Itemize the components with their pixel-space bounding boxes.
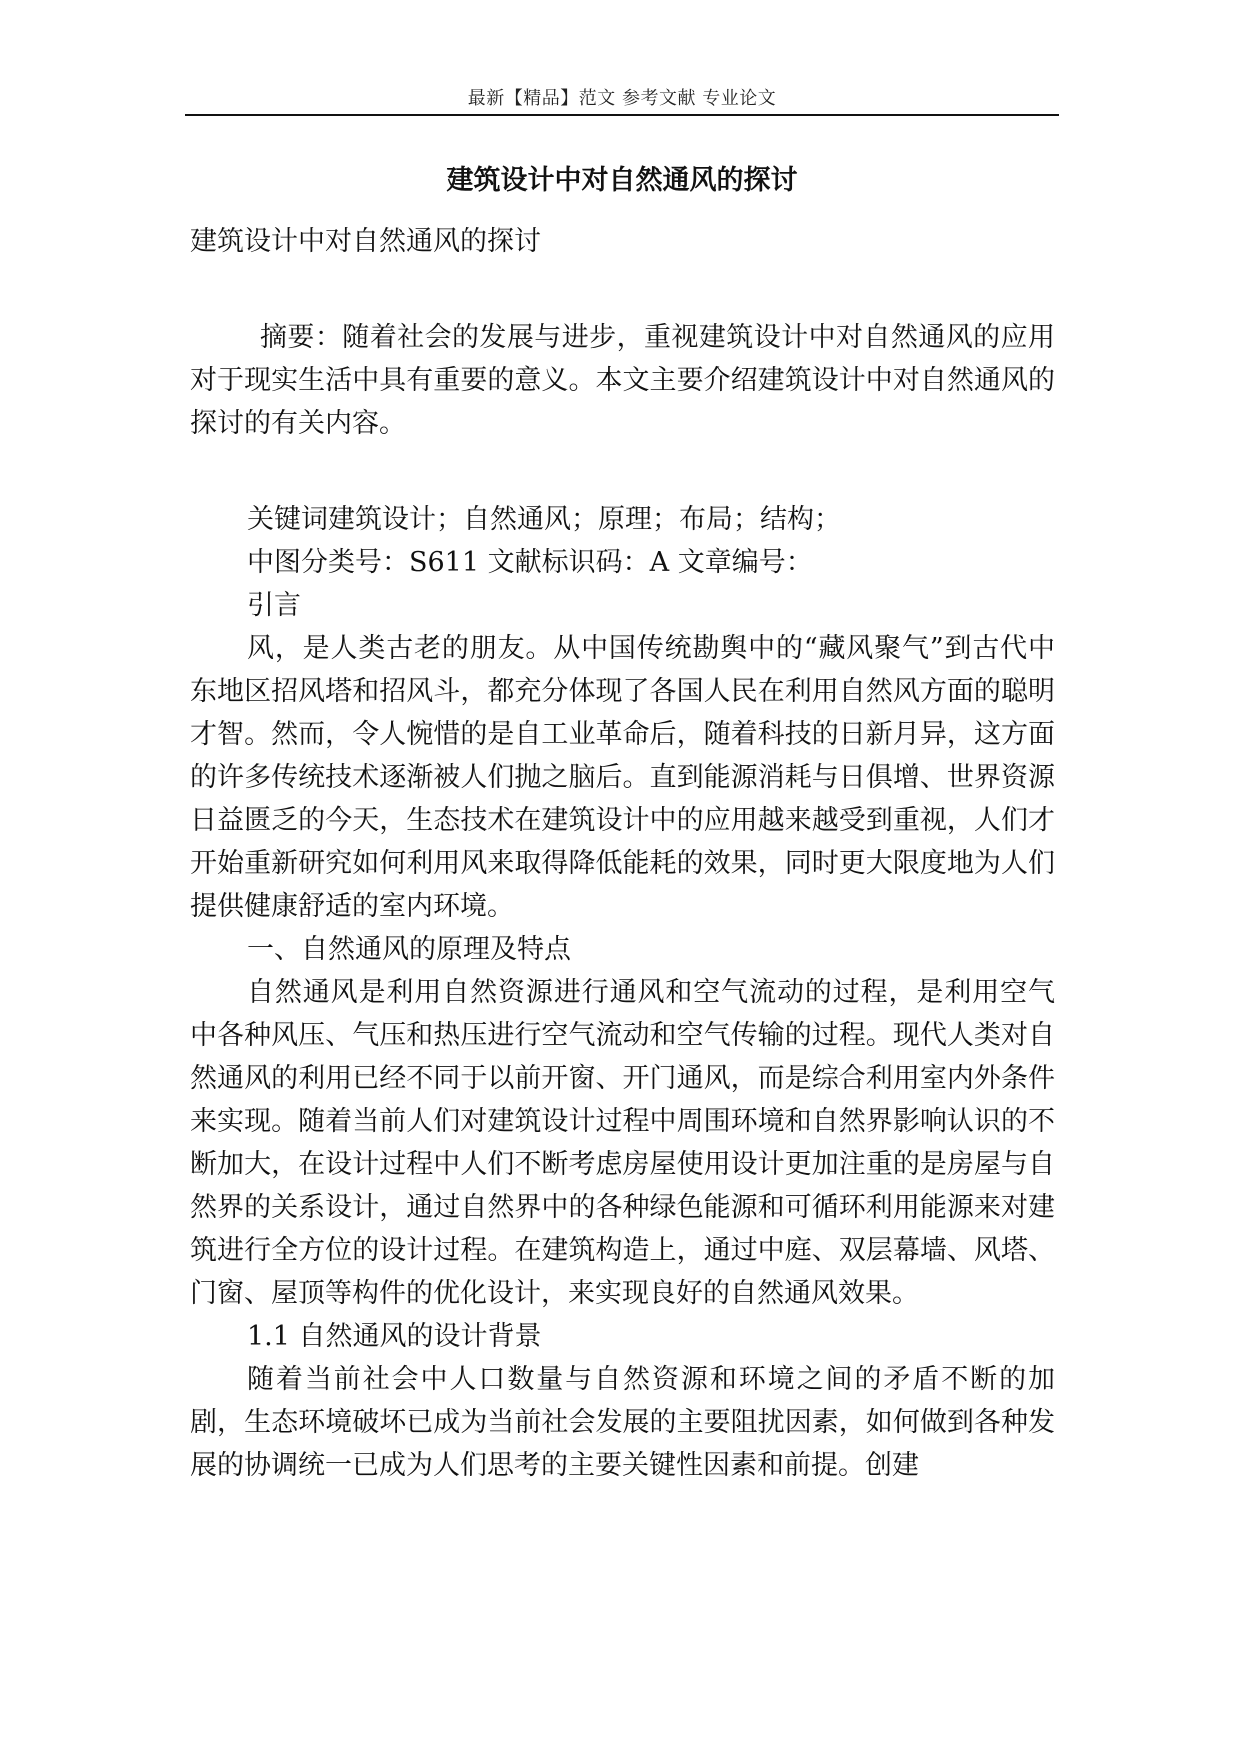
section-1-paragraph: 自然通风是利用自然资源进行通风和空气流动的过程，是利用空气中各种风压、气压和热压进行空气流动和空气传输的过程。现代人类对自然通风的利用已经不同于以前开窗、开门通风，而是综合利用室内外条件来实现。随着当前人们对建筑设计过程中周围环境和自然界影响认识的不断加大，在设计过程中人们不断考虑房屋使用设计更加注重的是房屋与自然界的关系设计，通过自然界中的各种绿色能源和可循环利用能源来对建筑进行全方位的设计过程。在建筑构造上，通过中庭、双层幕墙、风塔、门窗、屋顶等构件的优化设计，来实现良好的自然通风效果。 bbox=[190, 977, 1055, 1309]
section-1-1-paragraph: 随着当前社会中人口数量与自然资源和环境之间的矛盾不断的加剧，生态环境破坏已成为当前社会发展的主要阻扰因素，如何做到各种发展的协调统一已成为人们思考的主要关键性因素和前提。创建 bbox=[190, 1364, 1055, 1481]
classification-line: 中图分类号：S611 文献标识码：A 文章编号： bbox=[247, 547, 813, 578]
section-1-heading: 一、自然通风的原理及特点 bbox=[247, 934, 571, 965]
document-body bbox=[190, 220, 1055, 1487]
header-divider bbox=[185, 114, 1059, 116]
abstract-paragraph: 摘要：随着社会的发展与进步，重视建筑设计中对自然通风的应用对于现实生活中具有重要的意义。本文主要介绍建筑设计中对自然通风的探讨的有关内容。 bbox=[190, 322, 1055, 439]
document-subtitle: 建筑设计中对自然通风的探讨 bbox=[190, 226, 541, 257]
keywords-line: 关键词建筑设计；自然通风；原理；布局；结构； bbox=[247, 504, 841, 535]
document-title: 建筑设计中对自然通风的探讨 bbox=[446, 165, 798, 196]
intro-paragraph: 风，是人类古老的朋友。从中国传统勘舆中的“藏风聚气”到古代中东地区招风塔和招风斗，都充分体现了各国人民在利用自然风方面的聪明才智。然而，令人惋惜的是自工业革命后，随着科技的日新月异，这方面的许多传统技术逐渐被人们抛之脑后。直到能源消耗与日俱增、世界资源日益匮乏的今天，生态技术在建筑设计中的应用越来越受到重视，人们才开始重新研究如何利用风来取得降低能耗的效果，同时更大限度地为人们提供健康舒适的室内环境。 bbox=[190, 633, 1055, 922]
section-1-1-heading: 1.1 自然通风的设计背景 bbox=[247, 1321, 542, 1352]
running-header: 最新【精品】范文 参考文献 专业论文 bbox=[467, 88, 777, 109]
intro-heading: 引言 bbox=[247, 590, 301, 621]
